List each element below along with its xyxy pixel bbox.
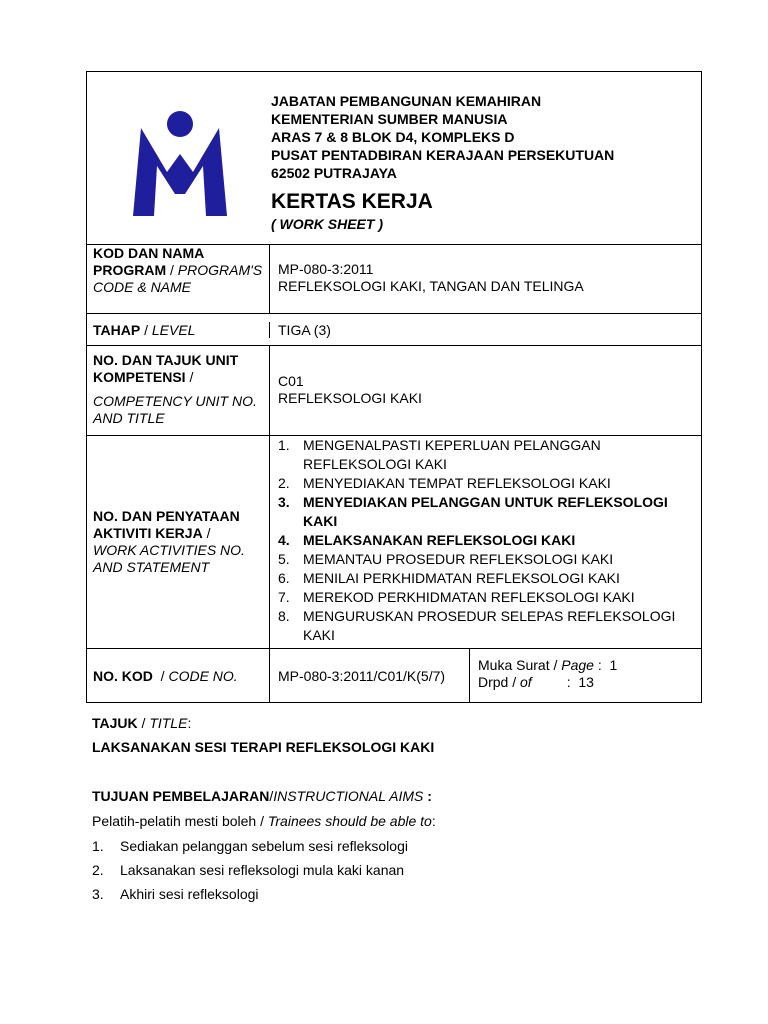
code-label-italic: CODE NO. (168, 667, 238, 684)
title-label: TAJUK (92, 715, 138, 731)
worksheet-body (92, 715, 692, 910)
activity-text: MEREKOD PERKHIDMATAN REFLEKSOLOGI KAKI (303, 589, 635, 605)
aim-text: Sediakan pelanggan sebelum sesi refleksologi (120, 838, 408, 854)
activity-text: MENYEDIAKAN PELANGGAN UNTUK REFLEKSOLOGI KAKI (303, 494, 668, 529)
program-label-bold: KOD DAN NAMA PROGRAM (93, 245, 204, 278)
activity-item (278, 531, 693, 550)
level-label-sep: / (140, 321, 152, 338)
page-label-italic: Page (561, 657, 594, 673)
page-number: : 1 (593, 657, 618, 673)
activity-item (278, 607, 693, 645)
program-name: REFLEKSOLOGI KAKI, TANGAN DAN TELINGA (278, 278, 584, 294)
org-line: KEMENTERIAN SUMBER MANUSIA (271, 111, 508, 127)
code-value-cell (270, 649, 701, 702)
activity-text: MEMANTAU PROSEDUR REFLEKSOLOGI KAKI (303, 551, 614, 567)
intro-text: Pelatih-pelatih mesti boleh / (92, 813, 268, 829)
unit-title: REFLEKSOLOGI KAKI (278, 390, 422, 406)
level-label-bold: TAHAP (93, 321, 141, 338)
unit-row (87, 346, 701, 436)
level-label (87, 322, 270, 338)
activity-item (278, 474, 693, 493)
document-subtitle: ( WORK SHEET ) (271, 216, 383, 232)
organization-address (271, 92, 614, 182)
activity-text: MENYEDIAKAN TEMPAT REFLEKSOLOGI KAKI (303, 475, 611, 491)
code-label-bold: NO. KOD (93, 667, 153, 684)
program-row (87, 245, 701, 314)
activity-text: MENILAI PERKHIDMATAN REFLEKSOLOGI KAKI (303, 570, 620, 586)
worksheet-table (86, 71, 702, 703)
intro-colon: : (431, 813, 436, 829)
title-heading (92, 715, 692, 731)
org-line: 62502 PUTRAJAYA (271, 165, 397, 181)
aims-sep: / (269, 788, 274, 804)
program-label (87, 245, 270, 313)
program-label-sep: / (166, 262, 178, 278)
activity-text: MENGURUSKAN PROSEDUR SELEPAS REFLEKSOLOGI KAKI (303, 608, 676, 643)
activity-number: 7. (278, 589, 290, 605)
code-row (87, 649, 701, 702)
activity-number: 3. (278, 494, 290, 510)
activity-item (278, 493, 693, 531)
of-label-italic: of (520, 674, 532, 690)
code-label (87, 649, 270, 702)
program-code: MP-080-3:2011 (278, 261, 374, 277)
page-info (470, 649, 701, 702)
org-line: JABATAN PEMBANGUNAN KEMAHIRAN (271, 93, 542, 109)
aim-number: 3. (92, 886, 104, 902)
activity-item (278, 569, 693, 588)
activities-list (278, 436, 693, 645)
aims-heading (92, 788, 692, 804)
activity-number: 5. (278, 551, 290, 567)
activity-text: MENGENALPASTI KEPERLUAN PELANGGAN REFLEKSOLOGI KAKI (303, 437, 601, 472)
aims-intro (92, 813, 692, 829)
level-label-italic: LEVEL (151, 321, 196, 338)
worksheet-header (87, 72, 701, 245)
activities-label (87, 436, 270, 648)
unit-label-bold: NO. DAN TAJUK UNIT KOMPETENSI (93, 352, 239, 385)
unit-label-italic: COMPETENCY UNIT NO. AND TITLE (93, 393, 257, 426)
unit-label (87, 346, 270, 435)
aim-item (92, 886, 692, 902)
aim-item (92, 838, 692, 854)
program-value (270, 245, 701, 313)
activities-label-bold: NO. DAN PENYATAAN AKTIVITI KERJA (93, 508, 240, 541)
document-title: KERTAS KERJA (271, 190, 433, 213)
aims-colon: : (423, 788, 432, 804)
activity-text: MELAKSANAKAN REFLEKSOLOGI KAKI (303, 532, 576, 548)
activities-label-sep: / (202, 525, 211, 541)
aim-number: 2. (92, 862, 104, 878)
activity-number: 8. (278, 608, 290, 624)
aims-label-italic: INSTRUCTIONAL AIMS (273, 788, 424, 804)
unit-value (270, 346, 701, 435)
page-label: Muka Surat / (478, 657, 562, 673)
level-row (87, 314, 701, 346)
activities-value (270, 436, 701, 648)
activity-number: 6. (278, 570, 290, 586)
activity-item (278, 550, 693, 569)
activity-item (278, 436, 693, 474)
code-label-sep: / (152, 667, 169, 684)
aim-text: Akhiri sesi refleksologi (120, 886, 259, 902)
total-pages: : 13 (531, 674, 594, 690)
session-title: LAKSANAKAN SESI TERAPI REFLEKSOLOGI KAKI (92, 739, 435, 755)
title-colon: : (187, 715, 192, 731)
org-line: PUSAT PENTADBIRAN KERAJAAN PERSEKUTUAN (271, 147, 615, 163)
title-label-italic: TITLE (149, 715, 188, 731)
aim-item (92, 862, 692, 878)
activity-number: 4. (278, 532, 290, 548)
aim-number: 1. (92, 838, 104, 854)
title-sep: / (137, 715, 150, 731)
jpk-logo-icon (133, 110, 227, 216)
org-line: ARAS 7 & 8 BLOK D4, KOMPLEKS D (271, 129, 515, 145)
unit-code: C01 (278, 373, 304, 389)
activities-row (87, 436, 701, 649)
aim-text: Laksanakan sesi refleksologi mula kaki kanan (120, 862, 405, 878)
aims-list (92, 838, 692, 902)
activity-item (278, 588, 693, 607)
activity-number: 2. (278, 475, 290, 491)
program-label-italic: PROGRAM'S CODE & NAME (93, 262, 263, 295)
code-value: MP-080-3:2011/C01/K(5/7) (270, 649, 470, 702)
level-value: TIGA (3) (278, 321, 331, 338)
aims-label: TUJUAN PEMBELAJARAN (92, 788, 270, 804)
intro-text-italic: Trainees should be able to (267, 813, 432, 829)
unit-label-sep: / (185, 369, 194, 385)
of-label: Drpd / (478, 674, 521, 690)
activities-label-italic: WORK ACTIVITIES NO. AND STATEMENT (93, 542, 245, 575)
activity-number: 1. (278, 437, 290, 453)
